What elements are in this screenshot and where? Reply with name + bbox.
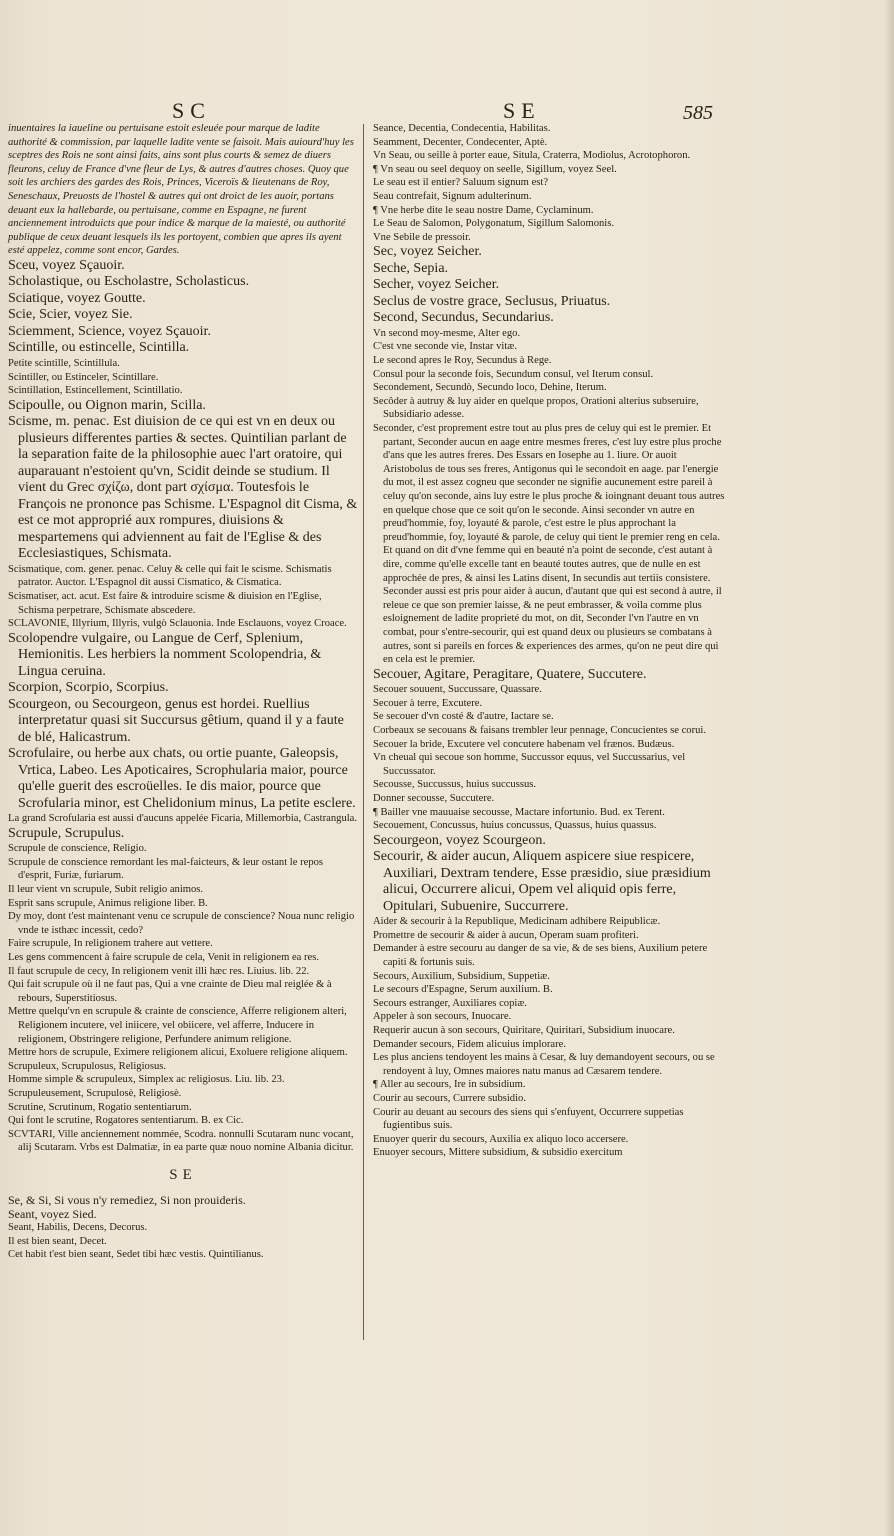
dictionary-entry: Aider & secourir à la Republique, Medicinam adhibere Reipublicæ. xyxy=(373,916,661,928)
dictionary-entry: Scintillation, Estincellement, Scintillatio. xyxy=(8,385,183,397)
dictionary-entry: SCLAVONIE, Illyrium, Illyris, vulgò Sclauonia. Inde Esclauons, voyez Croace. xyxy=(8,618,347,630)
dictionary-entry: Esprit sans scrupule, Animus religione liber. B. xyxy=(8,897,208,909)
dictionary-entry: Le second apres le Roy, Secundus à Rege. xyxy=(373,355,552,367)
dictionary-entry: Scrupule, Scrupulus. xyxy=(8,825,125,841)
dictionary-entry: Secourir, & aider aucun, Aliquem aspicere siue respicere, Auxiliari, Dextram tendere, Esse præsidio, siue præsidium alicui, Occurrere alicui, Opem vel aliquid opis ferre, Opitulari, Subuenire, Succurrere. xyxy=(373,849,711,914)
dictionary-entry: ¶ Vn seau ou seel dequoy on seelle, Sigillum, voyez Seel. xyxy=(373,163,617,175)
dictionary-entry: Scismatique, com. gener. penac. Celuy & celle qui fait le scisme. Schismatis patrator. Auctor. L'Espagnol dit aussi Cismatico, & Cismatica. xyxy=(8,563,332,589)
left-entries-after xyxy=(8,1193,358,1262)
page-number: 585 xyxy=(683,102,713,124)
dictionary-entry: Scrofulaire, ou herbe aux chats, ou ortie puante, Galeopsis, Vrtica, Labeo. Les Apoticaires, Scrophularia maior, pource qu'elle guerit des escroüelles. Ie dis maior, pource que Scrofularia minor, est Chelidonium minus, La petite esclere. xyxy=(8,746,356,811)
dictionary-entry: Homme simple & scrupuleux, Simplex ac religiosus. Liu. lib. 23. xyxy=(8,1074,285,1086)
dictionary-entry: Scie, Scier, voyez Sie. xyxy=(8,307,133,323)
dictionary-entry: ¶ Bailler vne mauuaise secousse, Mactare infortunio. Bud. ex Terent. xyxy=(373,806,665,818)
dictionary-entry: Scourgeon, ou Secourgeon, genus est hordei. Ruellius interpretatur quasi sit Succursus gêtium, quand il y a faute de blé, Halicastrum. xyxy=(8,696,344,745)
dictionary-entry: Il leur vient vn scrupule, Subit religio animos. xyxy=(8,884,204,896)
dictionary-entry: Demander secours, Fidem alicuius implorare. xyxy=(373,1038,566,1050)
dictionary-entry: Scipoulle, ou Oignon marin, Scilla. xyxy=(8,397,206,413)
right-column xyxy=(373,122,725,1160)
dictionary-entry: Secouer à terre, Excutere. xyxy=(373,697,483,709)
dictionary-entry: Enuoyer querir du secours, Auxilia ex aliquo loco accersere. xyxy=(373,1133,629,1145)
dictionary-entry: Vne Sebile de pressoir. xyxy=(373,231,471,243)
dictionary-entry: Courir au deuant au secours des siens qui s'enfuyent, Occurrere suppetias fugientibus suis. xyxy=(373,1106,684,1132)
dictionary-entry: Sciatique, voyez Goutte. xyxy=(8,290,146,306)
dictionary-entry: Les plus anciens tendoyent les mains à Cesar, & luy demandoyent secours, ou se rendoyent à luy, Omnes maiores natu manus ad Cæsarem tendere. xyxy=(373,1052,715,1077)
dictionary-entry: Seant, voyez Sied. xyxy=(8,1206,97,1221)
dictionary-entry: Second, Secundus, Secundarius. xyxy=(373,310,554,326)
dictionary-entry: Secours estranger, Auxiliares copiæ. xyxy=(373,997,528,1009)
dictionary-entry: Scrutine, Scrutinum, Rogatio sententiarum. xyxy=(8,1101,192,1113)
dictionary-entry: Secourgeon, voyez Scourgeon. xyxy=(373,832,546,848)
dictionary-entry: Mettre quelqu'vn en scrupule & crainte de conscience, Afferre religionem alteri, Religionem incutere, vel iniicere, vel obiicere, vel afferre, Inducere in religionem, Obstringere religione, Perfundere animum religione. xyxy=(8,1006,347,1045)
dictionary-entry: Scrupule de conscience remordant les mal-faicteurs, & leur ostant le repos d'esprit, Furiæ, furiarum. xyxy=(8,856,324,882)
dictionary-entry: Enuoyer secours, Mittere subsidium, & subsidio exercitum xyxy=(373,1147,623,1159)
dictionary-entry: Secôder à autruy & luy aider en quelque propos, Orationi alterius subseruire, Subsidiario adesse. xyxy=(373,395,699,421)
dictionary-entry: Scrupuleusement, Scrupulosè, Religiosè. xyxy=(8,1087,182,1099)
dictionary-entry: Secousse, Succussus, huius succussus. xyxy=(373,779,537,791)
left-entries xyxy=(8,122,358,1155)
dictionary-entry: Sec, voyez Seicher. xyxy=(373,244,482,260)
dictionary-entry: Scrupule de conscience, Religio. xyxy=(8,843,147,855)
dictionary-entry: Le seau est il entier? Saluum signum est? xyxy=(373,177,549,189)
page-edge-shadow xyxy=(884,0,894,1536)
dictionary-entry: ¶ Vne herbe dite le seau nostre Dame, Cyclaminum. xyxy=(373,204,594,216)
dictionary-entry: Vn cheual qui secoue son homme, Succussor equus, vel Succussarius, vel Succussator. xyxy=(373,752,686,777)
dictionary-entry: Scolopendre vulgaire, ou Langue de Cerf, Splenium, Hemionitis. Les herbiers la nomment Scolopendria, & Lingua ceruina. xyxy=(8,630,322,679)
dictionary-entry: Secouement, Concussus, huius concussus, Quassus, huius quassus. xyxy=(373,820,657,832)
dictionary-entry: Requerir aucun à son secours, Quiritare, Quiritari, Subsidium inuocare. xyxy=(373,1024,675,1036)
dictionary-entry: Scintille, ou estincelle, Scintilla. xyxy=(8,340,190,356)
dictionary-entry: Seau contrefait, Signum adulterinum. xyxy=(373,190,532,202)
dictionary-entry: Sceu, voyez Sçauoir. xyxy=(8,257,125,273)
dictionary-entry: Les gens commencent à faire scrupule de cela, Venit in religionem ea res. xyxy=(8,952,320,964)
dictionary-entry: Mettre hors de scrupule, Eximere religionem alicui, Exoluere religione aliquem. xyxy=(8,1047,348,1059)
dictionary-entry: Seclus de vostre grace, Seclusus, Priuatus. xyxy=(373,293,611,309)
dictionary-entry: Demander à estre secouru au danger de sa vie, & de ses biens, Auxilium petere capiti & fortunis suis. xyxy=(373,943,708,968)
dictionary-entry: Petite scintille, Scintillula. xyxy=(8,357,120,369)
dictionary-entry: Il faut scrupule de cecy, In religionem venit illi hæc res. Liuius. lib. 22. xyxy=(8,965,310,977)
dictionary-entry: Donner secousse, Succutere. xyxy=(373,792,495,804)
right-entries xyxy=(373,122,725,1160)
dictionary-entry: Il est bien seant, Decet. xyxy=(8,1235,107,1247)
section-heading: SE xyxy=(169,1166,197,1183)
dictionary-entry: Secouer la bride, Excutere vel concutere habenam vel frænos. Budæus. xyxy=(373,738,675,750)
dictionary-entry: Secher, voyez Seicher. xyxy=(373,277,500,293)
running-head-right: SE xyxy=(503,98,541,123)
dictionary-entry: Seant, Habilis, Decens, Decorus. xyxy=(8,1221,148,1233)
left-column xyxy=(8,122,358,1262)
dictionary-entry: Cet habit t'est bien seant, Sedet tibi hæc vestis. Quintilianus. xyxy=(8,1249,264,1261)
dictionary-entry: Secouer souuent, Succussare, Quassare. xyxy=(373,684,542,696)
dictionary-entry: Qui fait scrupule où il ne faut pas, Qui a vne crainte de Dieu mal reiglée & à rebours, Superstitiosus. xyxy=(8,979,332,1004)
dictionary-entry: Vn second moy-mesme, Alter ego. xyxy=(373,327,521,339)
dictionary-entry: Scisme, m. penac. Est diuision de ce qui est vn en deux ou plusieurs differentes parties & sectes. Quintilian parlant de la separation faite de la philosophie auec l'art oratoire, qui auparauant n'estoient qu'vn, Scidit deinde se studium. Il vient du Grec σχίζω, dont part σχίσμα. Toutesfois le François ne prononce pas Schisme. L'Espagnol dit Cisma, & est ce mot approprié aux rompures, diuisions & mespartemens qui adviennent au fait de l'Eglise & des Ecclesiastiques, Schismata. xyxy=(8,414,358,562)
dictionary-entry: inuentaires la iaueline ou pertuisane estoit esleuée pour marque de ladite authorité & commission, par laquelle ladite vente se faisoit. Mais auiourd'huy les sceptres des Rois ne sont ainsi faits, ains sont plus courts & semez de diuers fleurons, celuy de France d'vne fleur de Lys, & autres d'autres choses. Quoy que soit les archiers des gardes des Rois, Princes, Viceroïs & lieutenans de Roy, Seneschaux, Preuosts de l'hostel & autres qui ont droict de les auoir, portans deuant eux la hallebarde, ou pertuisane, comme en Espagne, ne furent anciennement introduicts que pour indice & marque de la maiesté, ou authorité publique de ceux deuant lesquels ils les portoyent, combien que apres ils ayent esté appelez, comme sont encor, Gardes. xyxy=(8,123,354,257)
dictionary-entry: Dy moy, dont t'est maintenant venu ce scrupule de conscience? Noua nunc religio vnde te isthæc incessit, cedo? xyxy=(8,911,355,936)
dictionary-entry: Seconder, c'est proprement estre tout au plus pres de celuy qui est le premier. Et partant, Seconder aucun en aage entre mesmes freres, c'est luy estre plus proche d'ans que les autres freres. Des Essars en Iosephe au 1. liure. Or auoit Aristobolus de tous ses freres, Antigonus qui le secondoit en aage. par l'energie du mot, il est assez cogneu que seconder ne signifie aucunement estre pareil à celuy qu'on seconde, ains luy estre le plus proche & ioingnant deuant tous autres en quelque chose que ce soit qu'on le seconde. Ainsi seconder vn autre en preud'hommie, foy, loyauté & parole, c'est estre le plus approchant la preud'hommie, foy, loyauté & parole, de celuy qui tient le premier reng en cela. Et quand on dit d'vne femme qui en beauté n'a point de seconde, c'est autant à dire, comme qu'elle excelle tant en beauté toutes autres, que de nulle en est approchée de pres, & ainsi les Latins disent, In secundis aut tertiis consistere. Seconder aussi est pris pour aider à aucun, d'autant que qui est second à autre, il releue ce que son premier laisse, & ne peut embrasser, & voila comme plus esloignement de ladite proprieté du mot, on dit, Seconder l'vn l'autre en vn combat, pour s'entre-secourir, qui est quand deux ou plusieurs se combatans à autres, sont si pareils en forces & experiences des armes, qu'on ne peut dire qui en cela est le premier. xyxy=(373,423,725,666)
dictionary-entry: Scismatiser, act. acut. Est faire & introduire scisme & diuision en l'Eglise, Schisma perpetrare, Schismate abscedere. xyxy=(8,590,322,616)
dictionary-entry: Scholastique, ou Escholastre, Scholasticus. xyxy=(8,274,250,290)
dictionary-entry: Sciemment, Science, voyez Sçauoir. xyxy=(8,323,211,339)
column-divider xyxy=(363,124,364,1340)
dictionary-entry: Seche, Sepia. xyxy=(373,260,449,276)
dictionary-entry: Secours, Auxilium, Subsidium, Suppetiæ. xyxy=(373,970,550,982)
dictionary-entry: Secouer, Agitare, Peragitare, Quatere, Succutere. xyxy=(373,666,647,682)
dictionary-entry: Vn Seau, ou seille à porter eaue, Situla, Craterra, Modiolus, Acrotophoron. xyxy=(373,150,691,162)
dictionary-entry: La grand Scrofularia est aussi d'aucuns appelée Ficaria, Millemorbia, Castrangula. xyxy=(8,813,358,825)
dictionary-entry: Se, & Si, Si vous n'y remediez, Si non prouideris. xyxy=(8,1192,246,1207)
dictionary-entry: C'est vne seconde vie, Instar vitæ. xyxy=(373,341,518,353)
dictionary-entry: Courir au secours, Currere subsidio. xyxy=(373,1092,526,1104)
dictionary-entry: Qui font le scrutine, Rogatores sententiarum. B. ex Cic. xyxy=(8,1115,244,1127)
dictionary-entry: Le secours d'Espagne, Serum auxilium. B. xyxy=(373,984,553,996)
dictionary-entry: Le Seau de Salomon, Polygonatum, Sigillum Salomonis. xyxy=(373,218,615,230)
dictionary-entry: Corbeaux se secouans & faisans trembler leur pennage, Concucientes se corui. xyxy=(373,724,706,736)
dictionary-entry: Scorpion, Scorpio, Scorpius. xyxy=(8,680,169,696)
dictionary-entry: Scintiller, ou Estinceler, Scintillare. xyxy=(8,371,159,383)
dictionary-entry: Scrupuleux, Scrupulosus, Religiosus. xyxy=(8,1060,167,1072)
dictionary-entry: Secondement, Secundò, Secundo loco, Dehine, Iterum. xyxy=(373,382,607,394)
dictionary-entry: ¶ Aller au secours, Ire in subsidium. xyxy=(373,1079,526,1091)
dictionary-entry: SCVTARI, Ville anciennement nommée, Scodra. nonnulli Scutaram nunc vocant, alij Scutaram. Vrbs est Dalmatiæ, in ea parte quæ nouo nomine Albania dicitur. xyxy=(8,1128,354,1154)
dictionary-entry: Se secouer d'vn costé & d'autre, Iactare se. xyxy=(373,711,554,723)
dictionary-entry: Consul pour la seconde fois, Secundum consul, vel Iterum consul. xyxy=(373,368,654,380)
running-head-left: SC xyxy=(172,98,211,123)
dictionary-entry: Seance, Decentia, Condecentia, Habilitas. xyxy=(373,123,551,134)
dictionary-entry: Seamment, Decenter, Condecenter, Aptè. xyxy=(373,136,548,148)
dictionary-entry: Promettre de secourir & aider à aucun, Operam suam profiteri. xyxy=(373,929,639,941)
dictionary-entry: Appeler à son secours, Inuocare. xyxy=(373,1011,512,1023)
dictionary-entry: Faire scrupule, In religionem trahere aut vettere. xyxy=(8,938,213,950)
